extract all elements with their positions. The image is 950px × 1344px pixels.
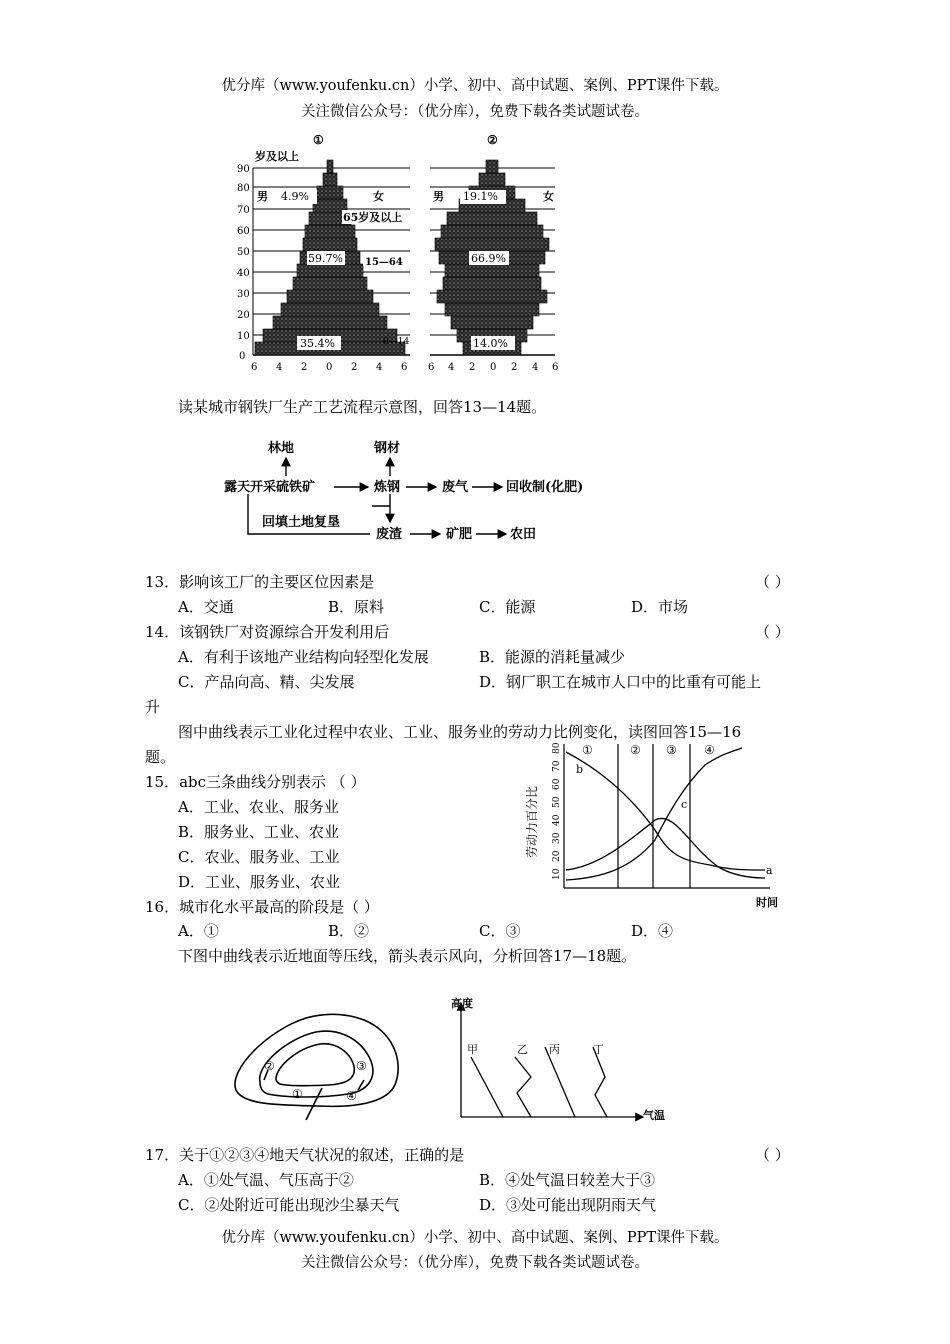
flow-fert: 矿肥 — [446, 527, 473, 542]
temp-chart-jia: 甲 — [467, 1043, 478, 1056]
flow-mine: 露天开采硫铁矿 — [224, 480, 316, 495]
temp-chart-yi: 乙 — [517, 1043, 528, 1056]
temp-chart-xlabel: 气温 — [643, 1109, 665, 1122]
svg-text:30: 30 — [552, 832, 562, 844]
labor-chart-y-ticks — [552, 742, 562, 880]
svg-text:40: 40 — [237, 268, 250, 279]
q15-option-a[interactable]: A．工业、农业、服务业 — [178, 798, 339, 816]
labor-chart-ylabel: 劳动力百分比 — [525, 785, 539, 858]
svg-text:6: 6 — [251, 362, 258, 373]
q14-option-d-cont: 升 — [145, 698, 161, 716]
flow-farm: 农田 — [510, 527, 537, 542]
pyramid-1-old-pct: 4.9% — [281, 190, 309, 203]
isobar-point-2: ② — [264, 1059, 275, 1073]
svg-text:50: 50 — [552, 796, 562, 808]
pyramid-2-female: 女 — [543, 190, 554, 203]
svg-text:4: 4 — [532, 362, 539, 373]
pyramid-1-young-pct: 35.4% — [300, 337, 335, 350]
temp-altitude-chart — [445, 995, 675, 1125]
labor-chart-xlabel: 时间 — [756, 896, 778, 909]
curve-c-label: c — [681, 798, 688, 811]
pyramid-1-young-label: 0—14 — [383, 337, 410, 347]
q15-option-c[interactable]: C．农业、服务业、工业 — [178, 848, 340, 866]
q17-option-c[interactable]: C．②处附近可能出现沙尘暴天气 — [178, 1196, 400, 1214]
svg-text:0: 0 — [326, 362, 333, 373]
svg-text:20: 20 — [237, 310, 250, 321]
pyramid-1-mid-label: 15—64 — [365, 257, 403, 268]
temp-chart-bing: 丙 — [549, 1043, 560, 1056]
pyramid-1-male: 男 — [257, 190, 268, 203]
svg-text:0: 0 — [239, 351, 246, 362]
curve-b-label: b — [576, 763, 584, 776]
q17-stem: 17．关于①②③④地天气状况的叙述，正确的是 — [145, 1146, 465, 1164]
q13-option-a[interactable]: A．交通 — [178, 598, 234, 616]
q13-option-b[interactable]: B．原料 — [328, 598, 385, 616]
q14-option-c[interactable]: C．产品向高、精、尖发展 — [178, 673, 355, 691]
svg-text:①: ① — [582, 743, 593, 757]
footer-line-2: 关注微信公众号：（优分库），免费下载各类试题试卷。 — [301, 1255, 649, 1271]
intro-13: 读某城市钢铁厂生产工艺流程示意图，回答13—14题。 — [178, 398, 547, 416]
pyramid-1-y-ticks — [237, 164, 250, 362]
svg-text:2: 2 — [351, 362, 358, 373]
flow-steel: 钢材 — [374, 441, 401, 456]
svg-text:90: 90 — [237, 164, 250, 175]
pyramid-2-mid-pct: 66.9% — [471, 252, 506, 265]
svg-text:4: 4 — [276, 362, 283, 373]
q15-option-d[interactable]: D．工业、服务业、农业 — [178, 873, 341, 891]
svg-text:③: ③ — [666, 743, 677, 757]
svg-text:6: 6 — [428, 362, 435, 373]
q15-stem: 15．abc三条曲线分别表示 （ ） — [145, 773, 366, 791]
footer-line-1: 优分库（www.youfenku.cn）小学、初中、高中试题、案例、PPT课件下载。 — [221, 1230, 729, 1246]
temp-chart-ylabel: 高度 — [451, 997, 473, 1010]
svg-text:70: 70 — [237, 205, 250, 216]
flow-gas: 废气 — [442, 480, 469, 495]
flow-forest: 林地 — [268, 441, 295, 456]
svg-text:0: 0 — [490, 362, 497, 373]
pyramid-1-label: ① — [313, 133, 324, 147]
svg-text:80: 80 — [237, 183, 250, 194]
pyramid-2-old-pct: 19.1% — [463, 190, 498, 203]
svg-text:10: 10 — [237, 331, 250, 342]
pyramid-2-label: ② — [487, 133, 498, 147]
svg-text:70: 70 — [552, 760, 562, 772]
flow-refill: 回填土地复垦 — [262, 515, 341, 530]
svg-text:30: 30 — [237, 289, 250, 300]
pyramid-1-old-label: 65岁及以上 — [343, 211, 403, 224]
pyramid-2-male: 男 — [433, 190, 444, 203]
pyramid-2-x-ticks — [428, 362, 558, 373]
svg-text:2: 2 — [301, 362, 308, 373]
flow-recycle: 回收制(化肥) — [506, 480, 584, 495]
population-pyramids — [225, 130, 585, 375]
q13-stem: 13．影响该工厂的主要区位因素是 — [145, 573, 375, 591]
flow-smelt: 炼钢 — [374, 480, 401, 495]
steel-flow-diagram — [220, 432, 620, 547]
q14-option-a[interactable]: A．有利于该地产业结构向轻型化发展 — [178, 648, 429, 666]
isobar-point-3: ③ — [356, 1059, 367, 1073]
header-line-2: 关注微信公众号：（优分库），免费下载各类试题试卷。 — [301, 104, 649, 120]
labor-chart-stages — [582, 743, 715, 757]
q14-option-d[interactable]: D．钢厂职工在城市人口中的比重有可能上 — [479, 673, 762, 691]
top-age-label: 岁及以上 — [255, 150, 299, 163]
q16-option-b[interactable]: B．② — [328, 922, 370, 940]
svg-text:6: 6 — [552, 362, 559, 373]
svg-text:6: 6 — [401, 362, 408, 373]
flow-slag: 废渣 — [376, 527, 403, 542]
svg-text:60: 60 — [237, 226, 250, 237]
labor-chart — [520, 740, 790, 910]
curve-a-label: a — [766, 864, 773, 877]
q16-option-d[interactable]: D．④ — [631, 922, 674, 940]
pyramid-1-mid-pct: 59.7% — [308, 252, 343, 265]
pyramid-1-female: 女 — [373, 190, 384, 203]
svg-text:20: 20 — [552, 850, 562, 862]
q17-paren: （ ） — [755, 1146, 790, 1164]
q17-option-a[interactable]: A．①处气温、气压高于② — [178, 1171, 354, 1189]
isobar-point-4: ④ — [346, 1089, 357, 1103]
q14-paren: （ ） — [755, 623, 790, 641]
svg-text:80: 80 — [552, 742, 562, 754]
temp-chart-ding: 丁 — [593, 1043, 604, 1056]
svg-text:4: 4 — [376, 362, 383, 373]
q17-option-d[interactable]: D．③处可能出现阴雨天气 — [479, 1196, 657, 1214]
svg-text:2: 2 — [511, 362, 518, 373]
intro-15: 图中曲线表示工业化过程中农业、工业、服务业的劳动力比例变化，读图回答15—16 — [178, 723, 742, 741]
svg-text:4: 4 — [448, 362, 455, 373]
header-line-1: 优分库（www.youfenku.cn）小学、初中、高中试题、案例、PPT课件下载。 — [221, 78, 729, 94]
pyramid-2-young-pct: 14.0% — [473, 337, 508, 350]
q16-option-a[interactable]: A．① — [178, 922, 219, 940]
svg-text:60: 60 — [552, 778, 562, 790]
svg-text:10: 10 — [552, 868, 562, 880]
q17-option-b[interactable]: B．④处气温日较差大于③ — [479, 1171, 656, 1189]
svg-text:④: ④ — [704, 743, 715, 757]
q16-option-c[interactable]: C．③ — [479, 922, 521, 940]
isobar-point-1: ① — [292, 1087, 303, 1101]
curve-b — [566, 752, 765, 870]
svg-text:40: 40 — [552, 814, 562, 826]
q15-option-b[interactable]: B．服务业、工业、农业 — [178, 823, 340, 841]
svg-text:②: ② — [630, 743, 641, 757]
q16-stem: 16．城市化水平最高的阶段是（ ） — [145, 898, 379, 916]
pyramid-1-x-ticks — [251, 362, 407, 373]
q13-option-d[interactable]: D．市场 — [631, 598, 689, 616]
svg-text:50: 50 — [237, 247, 250, 258]
svg-text:2: 2 — [469, 362, 476, 373]
isobar-diagram — [228, 1010, 408, 1125]
q14-option-b[interactable]: B．能源的消耗量减少 — [479, 648, 626, 666]
intro-15-cont: 题。 — [145, 748, 176, 766]
q14-stem: 14．该钢铁厂对资源综合开发利用后 — [145, 623, 390, 641]
intro-17: 下图中曲线表示近地面等压线，箭头表示风向，分析回答17—18题。 — [178, 947, 637, 965]
q13-option-c[interactable]: C．能源 — [479, 598, 536, 616]
q13-paren: （ ） — [755, 573, 790, 591]
